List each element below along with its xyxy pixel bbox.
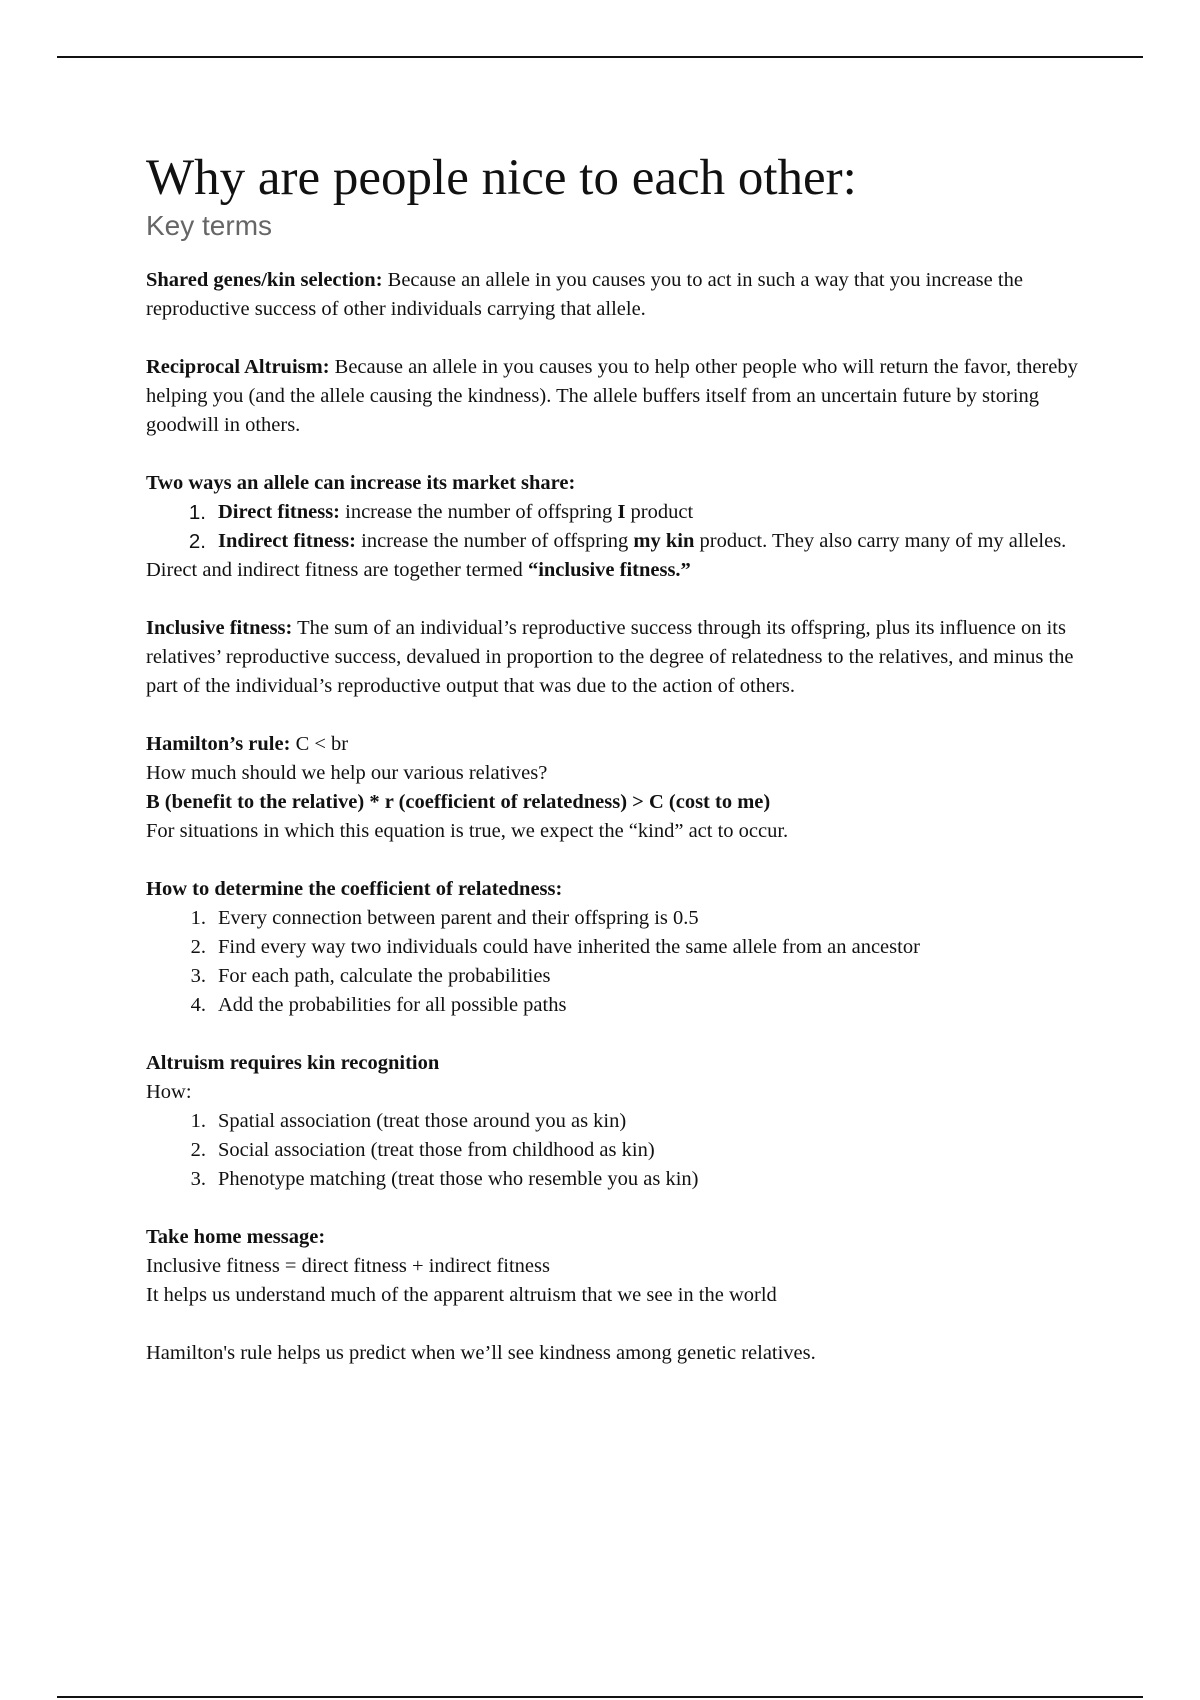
hamilton-term: Hamilton’s rule:: [146, 733, 291, 755]
list-item: 3. Phenotype matching (treat those who resemble you as kin): [146, 1165, 1106, 1194]
inclusive-fitness-note: Direct and indirect fitness are together termed “inclusive fitness.”: [146, 559, 691, 581]
list-number: 2.: [190, 936, 206, 958]
list-item: 1. Direct fitness: increase the number of offspring I product: [146, 498, 1106, 527]
shared-genes-term: Shared genes/kin selection:: [146, 269, 383, 291]
coefficient-heading: How to determine the coefficient of relatedness:: [146, 878, 563, 900]
list-item: 4. Add the probabilities for all possible paths: [146, 991, 1106, 1020]
coefficient-section: [146, 875, 1106, 1020]
take-home-line-1: Inclusive fitness = direct fitness + indirect fitness: [146, 1255, 550, 1277]
shared-genes-text: Because an allele in you causes you to act in such a way that you increase the reproductive success of other individuals carrying that allele.: [146, 269, 1023, 320]
two-ways-list: [146, 498, 1106, 556]
two-ways-section: [146, 469, 1106, 585]
take-home-section: [146, 1223, 1106, 1310]
closing-line: Hamilton's rule helps us predict when we’ll see kindness among genetic relatives.: [146, 1342, 816, 1364]
hamilton-equation: B (benefit to the relative) * r (coefficient of relatedness) > C (cost to me): [146, 791, 771, 813]
inclusive-fitness-term: Inclusive fitness:: [146, 617, 293, 639]
hamilton-question: How much should we help our various relatives?: [146, 762, 548, 784]
inclusive-fitness-text: The sum of an individual’s reproductive success through its offspring, plus its influence on its relatives’ reproductive success, devalued in proportion to the degree of relatedness to the relatives, and minus the part of the individual’s reproductive output that was due to the action of others.: [146, 617, 1074, 697]
document-body: [146, 148, 1106, 1397]
take-home-heading: Take home message:: [146, 1226, 326, 1248]
list-item: 1. Every connection between parent and their offspring is 0.5: [146, 904, 1106, 933]
list-number: 3.: [190, 965, 206, 987]
list-number: 1.: [190, 1110, 206, 1132]
page-title: Why are people nice to each other:: [146, 150, 857, 206]
hamilton-section: [146, 730, 1106, 846]
kin-recognition-heading: Altruism requires kin recognition: [146, 1052, 440, 1074]
list-item: 2. Social association (treat those from childhood as kin): [146, 1136, 1106, 1165]
list-item: 1. Spatial association (treat those around you as kin): [146, 1107, 1106, 1136]
top-rule: [57, 56, 1143, 58]
kin-recognition-section: [146, 1049, 1106, 1194]
list-number: 4.: [190, 994, 206, 1016]
reciprocal-altruism-term: Reciprocal Altruism:: [146, 356, 330, 378]
list-number: 1.: [188, 501, 206, 524]
take-home-line-2: It helps us understand much of the apparent altruism that we see in the world: [146, 1284, 777, 1306]
coefficient-list: [146, 904, 1106, 1020]
inclusive-fitness-definition: [146, 614, 1106, 701]
hamilton-note: For situations in which this equation is true, we expect the “kind” act to occur.: [146, 820, 789, 842]
kin-recognition-how: How:: [146, 1081, 192, 1103]
two-ways-heading: Two ways an allele can increase its market share:: [146, 472, 576, 494]
reciprocal-altruism-definition: [146, 353, 1106, 440]
list-item: 3. For each path, calculate the probabilities: [146, 962, 1106, 991]
list-number: 3.: [190, 1168, 206, 1190]
list-item: 2. Indirect fitness: increase the number of offspring my kin product. They also carry many of my alleles.: [146, 527, 1106, 556]
hamilton-formula: C < br: [290, 733, 349, 755]
shared-genes-definition: [146, 266, 1106, 324]
bottom-rule: [57, 1696, 1143, 1698]
list-number: 1.: [190, 907, 206, 929]
list-number: 2.: [190, 1139, 206, 1161]
reciprocal-altruism-text: Because an allele in you causes you to help other people who will return the favor, thereby helping you (and the allele causing the kindness). The allele buffers itself from an uncertain future by storing goodwill in others.: [146, 356, 1078, 436]
list-item: 2. Find every way two individuals could have inherited the same allele from an ancestor: [146, 933, 1106, 962]
kin-recognition-list: [146, 1107, 1106, 1194]
list-number: 2.: [188, 530, 206, 553]
page-subtitle: Key terms: [146, 210, 273, 241]
